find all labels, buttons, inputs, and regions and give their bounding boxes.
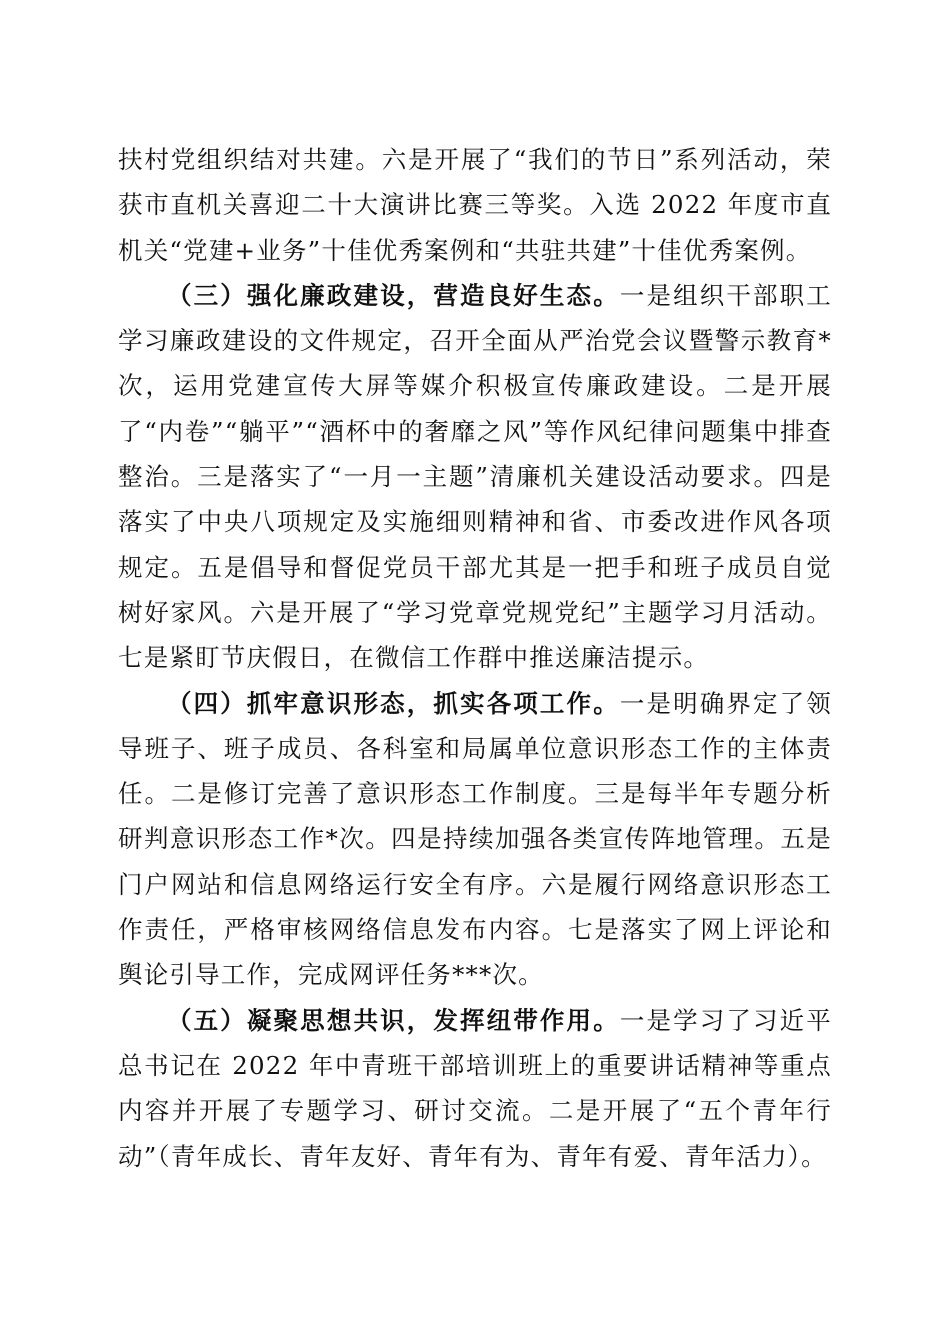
paragraph-text: 扶村党组织结对共建。六是开展了“我们的节日”系列活动，荣获市直机关喜迎二十大演讲比赛三等奖。入选 2022 年度市直机关“党建+业务”十佳优秀案例和“共驻共建”十佳优秀案例。 bbox=[118, 145, 832, 265]
section-heading: （五）凝聚思想共识，发挥纽带作用。 bbox=[167, 1005, 620, 1035]
section-heading: （四）抓牢意识形态，抓实各项工作。 bbox=[167, 688, 620, 718]
paragraph-text: 一是学习了习近平总书记在 2022 年中青班干部培训班上的重要讲话精神等重点内容并开展了专题学习、研讨交流。二是开展了“五个青年行动”（青年成长、青年友好、青年有为、青年有爱、青年活力）。 bbox=[118, 1005, 832, 1171]
document-page bbox=[118, 137, 832, 1179]
paragraph-section-3 bbox=[118, 273, 832, 681]
paragraph-text: 一是明确界定了领导班子、班子成员、各科室和局属单位意识形态工作的主体责任。二是修订完善了意识形态工作制度。三是每半年专题分析研判意识形态工作*次。四是持续加强各类宣传阵地管理。五是门户网站和信息网络运行安全有序。六是履行网络意识形态工作责任，严格审核网络信息发布内容。七是落实了网上评论和舆论引导工作，完成网评任务***次。 bbox=[118, 688, 832, 990]
paragraph-text: 一是组织干部职工学习廉政建设的文件规定，召开全面从严治党会议暨警示教育*次，运用党建宣传大屏等媒介积极宣传廉政建设。二是开展了“内卷”“躺平”“酒杯中的奢靡之风”等作风纪律问题集中排查整治。三是落实了“一月一主题”清廉机关建设活动要求。四是落实了中央八项规定及实施细则精神和省、市委改进作风各项规定。五是倡导和督促党员干部尤其是一把手和班子成员自觉树好家风。六是开展了“学习党章党规党纪”主题学习月活动。七是紧盯节庆假日，在微信工作群中推送廉洁提示。 bbox=[118, 280, 832, 673]
paragraph-section-4 bbox=[118, 681, 832, 998]
paragraph-section-5 bbox=[118, 998, 832, 1179]
paragraph-continuation bbox=[118, 137, 832, 273]
section-heading: （三）强化廉政建设，营造良好生态。 bbox=[167, 280, 620, 310]
